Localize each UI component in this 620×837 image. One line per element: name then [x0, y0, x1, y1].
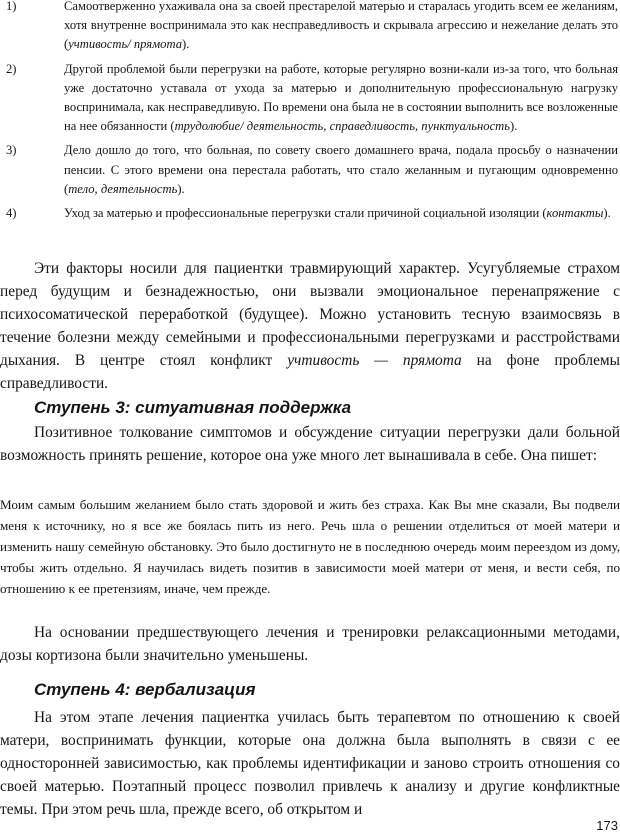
list-item: 1) Самоотверженно ухаживала она за своей престарелой матерью и старалась угодить всем ее желаниям, хотя внутренне воспринимала это как несправедливость и скрывала агрессию и нежелание делать это (учтивость/ прямота). — [0, 0, 620, 55]
list-item-number: 3) — [6, 143, 17, 158]
list-item: 4) Уход за матерью и профессиональные перегрузки стали причиной социальной изоляции (контакты). — [0, 204, 620, 223]
page-number: 173 — [596, 818, 618, 833]
body-paragraph-factors: Эти факторы носили для пациентки травмирующий характер. Усугубляемые страхом перед будущим и безнадежностью, они вызвали эмоциональное перенапряжение с психосоматической переработкой (будущее). Можно установить тесную взаимосвязь в течение болезни между семейными и профессиональными перегрузками и расстройствами дыхания. В центре стоял конфликт учтивость — прямота на фоне проблемы справедливости. — [0, 260, 620, 392]
list-item-number: 1) — [6, 0, 17, 13]
section-heading-step-4: Ступень 4: вербализация — [34, 680, 256, 699]
keyword-emphasis: трудолюбие/ деятельность, справедливость, пунктуальность — [174, 119, 510, 134]
list-item: 2) Другой проблемой были перегрузки на работе, которые регулярно возни-кали из-за того, что больная уже достаточно уставала от ухода за матерью и дополнительную профессиональную нагрузку воспринимала, как несправедливую. По времени она была не в состоянии выполнить все возложенные на нее обязанности (трудолюбие/ деятельность, справедливость, пунктуальность). — [6, 61, 618, 134]
section-heading-step-3: Ступень 3: ситуативная поддержка — [34, 398, 352, 417]
keyword-emphasis: тело, деятельность — [68, 181, 178, 196]
body-paragraph-step-4: На этом этапе лечения пациентка училась быть терапевтом по отношению к своей матери, воспринимать функции, которые она должна была выполнять в связи с ее односторонней зависимостью, как проблемы идентификации и заново строить отношения со своей матерью. Поэтапный процесс позволил привлечь к анализу и другие конфликтные темы. При этом речь шла, прежде всего, об открытом и — [0, 709, 620, 818]
list-item-number: 2) — [6, 61, 17, 76]
list-item-number: 4) — [6, 206, 17, 221]
list-item: 3) Дело дошло до того, что больная, по совету своего домашнего врача, подала просьбу о назначении пенсии. С этого времени она перестала работать, что стало желанным и пугающим одновременно (тело, деятельность). — [6, 143, 618, 196]
body-paragraph-step-3: Позитивное толкование симптомов и обсуждение ситуации перегрузки дали больной возможность принять решение, которое она уже много лет вынашивала в себе. Она пишет: — [0, 424, 620, 464]
keyword-emphasis: учтивость — прямота — [287, 352, 462, 369]
numbered-list — [0, 0, 620, 228]
keyword-emphasis: контакты — [546, 206, 604, 221]
body-paragraph-cortisone: На основании предшествующего лечения и тренировки релаксационными методами, дозы кортизона были значительно уменьшены. — [0, 624, 620, 664]
patient-quote: Моим самым большим желанием было стать здоровой и жить без страха. Как Вы мне сказали, Вы подвели меня к источнику, но я все же боялась пить из него. Речь шла о решении отделиться от моей матери и изменить нашу семейную обстановку. Это было достигнуто не в последнюю очередь моим переездом из дому, чтобы жить отдельно. Я научилась видеть позитив в зависимости моей матери от меня, и вести себя, по отношению к ее претензиям, иначе, чем прежде. — [0, 497, 620, 596]
keyword-emphasis: учтивость/ прямота — [68, 37, 183, 52]
